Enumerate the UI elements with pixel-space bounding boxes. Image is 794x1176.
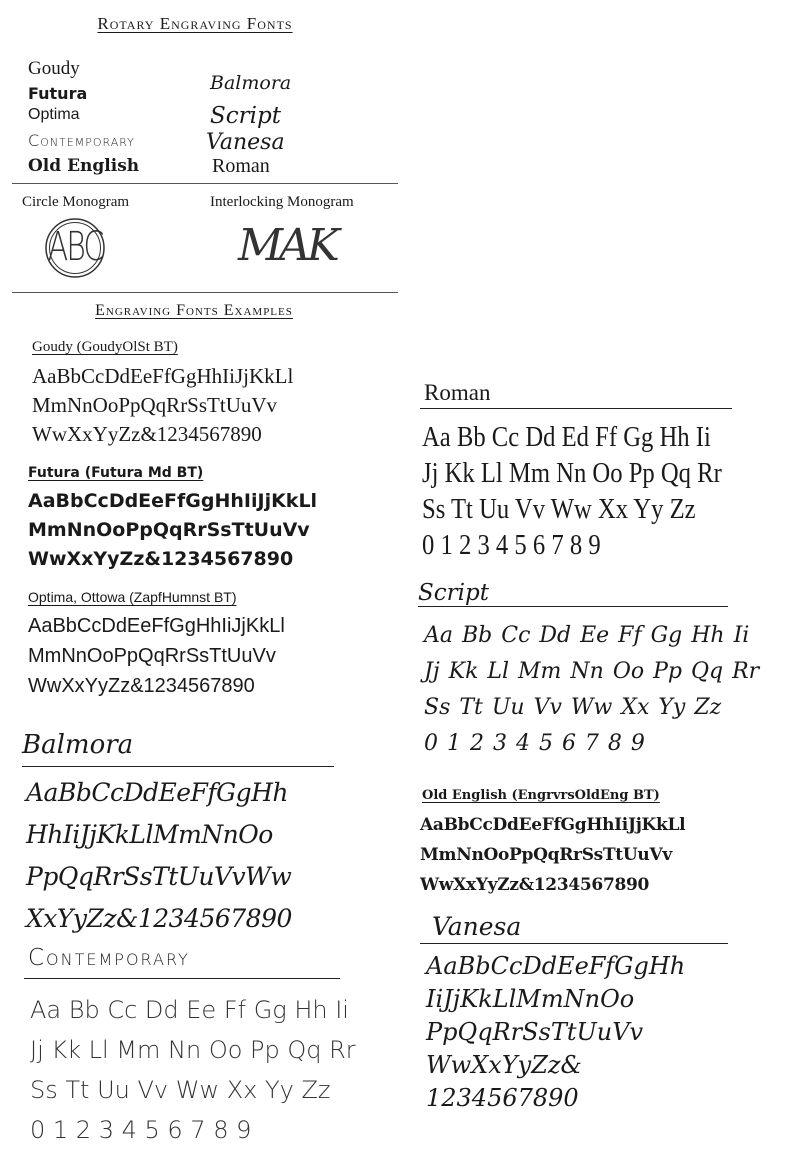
font-name-old-english: Old English	[28, 156, 140, 176]
sample-line: Aa Bb Cc Dd Ed Ff Gg Hh Ii	[422, 422, 711, 453]
sample-line: Jj Kk Ll Mm Nn Oo Pp Qq Rr	[424, 659, 760, 684]
sample-line: HhIiJjKkLlMmNnOo	[26, 820, 273, 849]
vanesa-sample	[426, 950, 685, 1115]
font-name-vanesa: Vanesa	[206, 130, 285, 155]
sample-line: WwXxYyZz&1234567890	[28, 548, 294, 570]
roman-sample-label: Roman	[424, 380, 491, 405]
circle-monogram-label: Circle Monogram	[22, 194, 130, 210]
divider	[420, 943, 728, 944]
old-english-sample-label: Old English (EngrvrsOldEng BT)	[422, 788, 660, 803]
vanesa-sample-label: Vanesa	[432, 912, 522, 941]
futura-sample-label: Futura (Futura Md BT)	[28, 465, 204, 481]
sample-line: Jj Kk Ll Mm Nn Oo Pp Qq Rr	[422, 458, 722, 489]
sample-line: 0 1 2 3 4 5 6 7 8 9	[422, 530, 601, 561]
sample-line: Aa Bb Cc Dd Ee Ff Gg Hh Ii	[424, 623, 750, 648]
font-name-roman: Roman	[212, 155, 270, 177]
divider	[418, 606, 728, 607]
sample-line: WwXxYyZz&1234567890	[420, 875, 650, 895]
sample-line: MmNnOoPpQqRrSsTtUuVv	[28, 519, 310, 541]
sample-line: WwXxYyZz&1234567890	[32, 422, 262, 446]
sample-line: PpQqRrSsTtUuVvWw	[26, 862, 292, 891]
balmora-sample	[26, 772, 292, 940]
sample-line: WwXxYyZz&1234567890	[28, 675, 255, 697]
futura-sample	[28, 487, 317, 574]
font-name-script: Script	[210, 103, 281, 129]
contemporary-sample-label: Contemporary	[28, 945, 190, 971]
balmora-sample-label: Balmora	[22, 730, 134, 760]
sample-line: MmNnOoPpQqRrSsTtUuVv	[32, 393, 278, 417]
interlocking-monogram-letters: MAK	[238, 220, 336, 271]
sample-line: AaBbCcDdEeFfGgHhIiJjKkLl	[28, 490, 318, 512]
roman-sample	[422, 420, 722, 564]
font-name-futura: Futura	[28, 84, 88, 103]
sample-line: MmNnOoPpQqRrSsTtUuVv	[420, 845, 672, 865]
divider	[420, 408, 732, 409]
sample-line: IiJjKkLlMmNnOo	[426, 985, 635, 1013]
interlocking-monogram-label: Interlocking Monogram	[210, 194, 354, 210]
font-name-contemporary: Contemporary	[28, 131, 135, 150]
sample-line: PpQqRrSsTtUuVv	[426, 1018, 644, 1046]
divider	[12, 183, 398, 184]
sample-line: 0 1 2 3 4 5 6 7 8 9	[424, 731, 645, 756]
contemporary-sample	[30, 990, 356, 1150]
sample-line: WwXxYyZz&	[426, 1051, 582, 1079]
sample-line: AaBbCcDdEeFfGgHhIiJjKkLl	[420, 815, 686, 835]
page-title: Rotary Engraving Fonts	[97, 14, 293, 33]
sample-line: AaBbCcDdEeFfGgHh	[426, 952, 686, 980]
sample-line: Aa Bb Cc Dd Ee Ff Gg Hh Ii	[30, 996, 349, 1024]
font-name-balmora: Balmora	[210, 72, 292, 94]
sample-line: MmNnOoPpQqRrSsTtUuVv	[28, 645, 276, 667]
circle-monogram-letters: ABC	[47, 223, 103, 271]
sample-line: Jj Kk Ll Mm Nn Oo Pp Qq Rr	[30, 1036, 356, 1064]
sample-line: 1234567890	[426, 1084, 579, 1112]
sample-line: Ss Tt Uu Vv Ww Xx Yy Zz	[422, 494, 696, 525]
divider	[24, 978, 340, 979]
sample-line: AaBbCcDdEeFfGgHhIiJjKkLl	[28, 615, 285, 637]
sample-line: 0 1 2 3 4 5 6 7 8 9	[30, 1116, 252, 1144]
old-english-sample	[420, 810, 685, 900]
goudy-sample	[32, 362, 293, 449]
examples-title: Engraving Fonts Examples	[95, 302, 293, 319]
goudy-sample-label: Goudy (GoudyOlSt BT)	[32, 339, 178, 355]
font-name-optima: Optima	[28, 106, 80, 123]
sample-line: XxYyZz&1234567890	[26, 904, 292, 933]
sample-line: Ss Tt Uu Vv Ww Xx Yy Zz	[30, 1076, 331, 1104]
divider	[22, 766, 334, 767]
script-sample	[424, 618, 759, 762]
sample-line: Ss Tt Uu Vv Ww Xx Yy Zz	[424, 695, 722, 720]
sample-line: AaBbCcDdEeFfGgHh	[26, 778, 289, 807]
divider	[12, 292, 398, 293]
optima-sample-label: Optima, Ottowa (ZapfHumnst BT)	[28, 589, 237, 605]
script-sample-label: Script	[418, 580, 489, 606]
sample-line: AaBbCcDdEeFfGgHhIiJjKkLl	[32, 364, 294, 388]
font-name-goudy: Goudy	[28, 58, 80, 79]
optima-sample	[28, 611, 285, 701]
